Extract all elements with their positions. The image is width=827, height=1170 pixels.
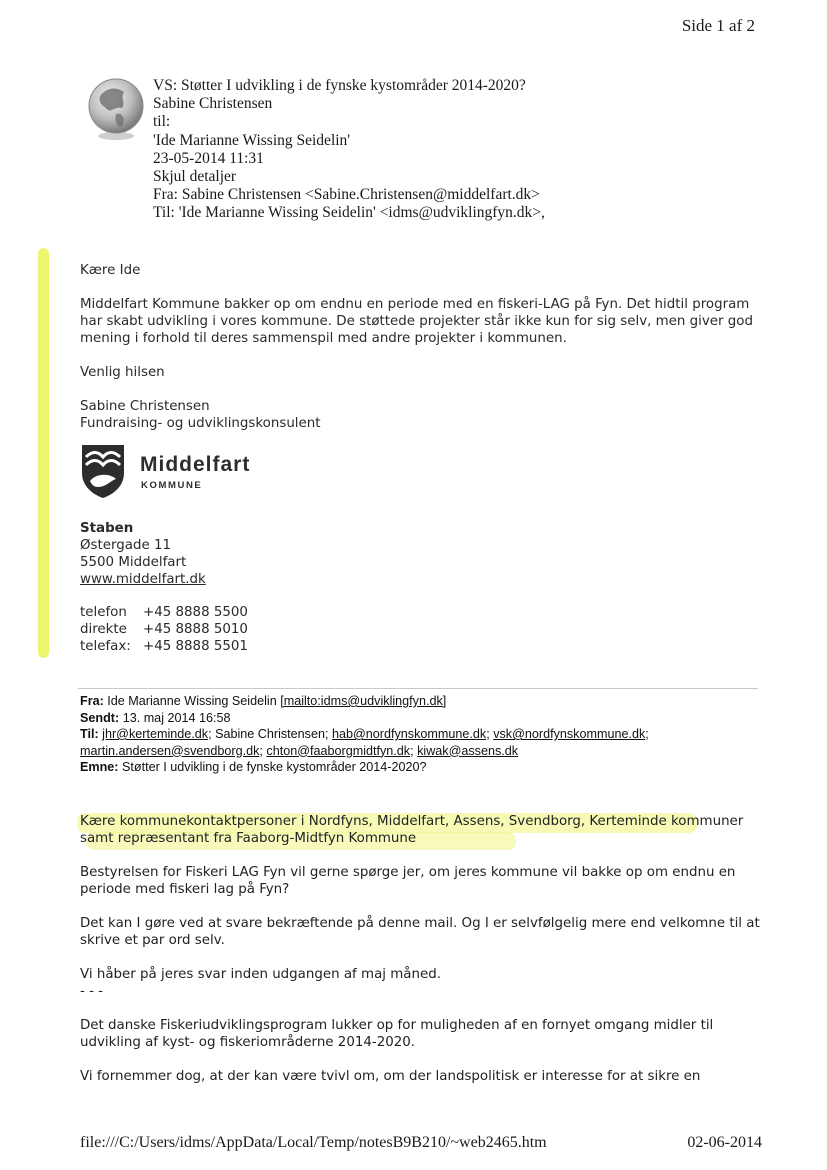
fax-row <box>80 638 248 655</box>
paragraph: Vi håber på jeres svar inden udgangen af maj måned. <box>80 967 441 982</box>
logo-subtitle: KOMMUNE <box>141 480 203 491</box>
recipient-link[interactable]: chton@faaborgmidtfyn.dk <box>266 743 411 758</box>
fax-number: +45 8888 5501 <box>143 639 248 654</box>
recipient-link[interactable]: hab@nordfynskommune.dk <box>331 727 487 741</box>
phone-row <box>80 604 248 621</box>
from-value: Ide Marianne Wissing Seidelin <box>107 694 277 708</box>
forwarded-body <box>80 813 760 1085</box>
paragraph: Det danske Fiskeriudviklingsprogram lukker op for muligheden af en fornyet omgang midler til udvikling af kyst- og fiskeriområderne 2014-2020. <box>80 1018 714 1050</box>
subject-label: Emne: <box>80 760 119 774</box>
middelfart-logo <box>80 443 380 503</box>
contact-signature <box>80 520 248 655</box>
recipient-link[interactable]: vsk@nordfynskommune.dk <box>493 727 646 741</box>
email-header <box>153 77 545 223</box>
forwarded-header <box>80 693 770 776</box>
department: Staben <box>80 521 134 536</box>
closing: Venlig hilsen <box>80 365 165 380</box>
fax-label: telefax: <box>80 639 131 654</box>
logo-name: Middelfart <box>140 453 251 476</box>
forwarded-greeting: Kære kommunekontaktpersoner i Nordfyns, Middelfart, Assens, Svendborg, Kerteminde kommuner samt repræsentant fra Faaborg-Midtfyn Kommune <box>80 814 744 846</box>
email-datetime: 23-05-2014 11:31 <box>153 149 264 167</box>
recipient-link[interactable]: jhr@kerteminde.dk <box>102 727 209 741</box>
recipient-name: Sabine Christensen <box>215 727 325 741</box>
hide-details-link[interactable]: Skjul detaljer <box>153 168 237 186</box>
recipient-name: 'Ide Marianne Wissing Seidelin' <box>153 131 351 149</box>
paragraph: Vi fornemmer dog, at der kan være tvivl om, om der landspolitisk er interesse for at sikre en <box>80 1069 701 1084</box>
phone-number: +45 8888 5500 <box>143 605 248 620</box>
sender-name: Sabine Christensen <box>153 95 273 113</box>
signature-name: Sabine Christensen <box>80 399 210 414</box>
direct-label: direkte <box>80 622 127 637</box>
paragraph: Det kan I gøre ved at svare bekræftende på denne mail. Og I er selvfølgelig mere end velkomne til at skrive et par ord selv. <box>80 916 760 948</box>
to-label: til: <box>153 113 171 131</box>
page-number: Side 1 af 2 <box>681 16 755 35</box>
body-paragraph: Middelfart Kommune bakker op om endnu en periode med en fiskeri-LAG på Fyn. Det hidtil program har skabt udvikling i vores kommune. De støttede projekter står ikke kun for sig selv, men giver god mening i forhold til deres sammenspil med andre projekter i kommunen. <box>80 297 753 346</box>
direct-row <box>80 621 248 638</box>
forwarded-from-row <box>80 693 770 710</box>
paragraph: Bestyrelsen for Fiskeri LAG Fyn vil gerne spørge jer, om jeres kommune vil bakke op om endnu en periode med fiskeri lag på Fyn? <box>80 865 736 897</box>
email-subject: VS: Støtter I udvikling i de fynske kystområder 2014-2020? <box>153 77 526 94</box>
footer-file-path: file:///C:/Users/idms/AppData/Local/Temp/notesB9B210/~web2465.htm <box>80 1134 547 1151</box>
street-address: Østergade 11 <box>80 538 172 553</box>
footer-date: 02-06-2014 <box>687 1134 762 1151</box>
recipient-link[interactable]: kiwak@assens.dk <box>417 743 519 758</box>
direct-number: +45 8888 5010 <box>143 622 248 637</box>
signature-title: Fundraising- og udviklingskonsulent <box>80 416 321 431</box>
margin-highlight-mark <box>38 248 49 658</box>
to-line: Til: 'Ide Marianne Wissing Seidelin' <idms@udviklingfyn.dk>, <box>153 204 545 222</box>
greeting: Kære Ide <box>80 263 141 278</box>
forwarded-to-row: Til: jhr@kerteminde.dk; Sabine Christensen; hab@nordfynskommune.dk; vsk@nordfynskommune.dk; martin.andersen@svendborg.dk; chton@faaborgmidtfyn.dk; kiwak@assens.dk <box>80 727 649 758</box>
divider <box>78 688 758 689</box>
forwarded-sent-row <box>80 710 770 727</box>
separator: - - - <box>80 984 104 999</box>
globe-avatar-icon <box>86 76 146 142</box>
from-label: Fra: <box>80 694 104 708</box>
mailto-link[interactable]: [mailto:idms@udviklingfyn.dk] <box>280 694 447 708</box>
forwarded-subject-row <box>80 759 770 776</box>
subject-value: Støtter I udvikling i de fynske kystområder 2014-2020? <box>122 760 427 774</box>
sent-value: 13. maj 2014 16:58 <box>122 710 231 725</box>
municipality-shield-icon <box>80 443 126 499</box>
message-body <box>80 262 760 432</box>
city-address: 5500 Middelfart <box>80 555 187 570</box>
to-label: Til: <box>80 727 99 741</box>
sent-label: Sendt: <box>80 710 120 725</box>
phone-label: telefon <box>80 605 127 620</box>
from-line: Fra: Sabine Christensen <Sabine.Christensen@middelfart.dk> <box>153 186 540 204</box>
website-link[interactable]: www.middelfart.dk <box>80 572 206 587</box>
recipient-link[interactable]: martin.andersen@svendborg.dk <box>80 743 260 758</box>
